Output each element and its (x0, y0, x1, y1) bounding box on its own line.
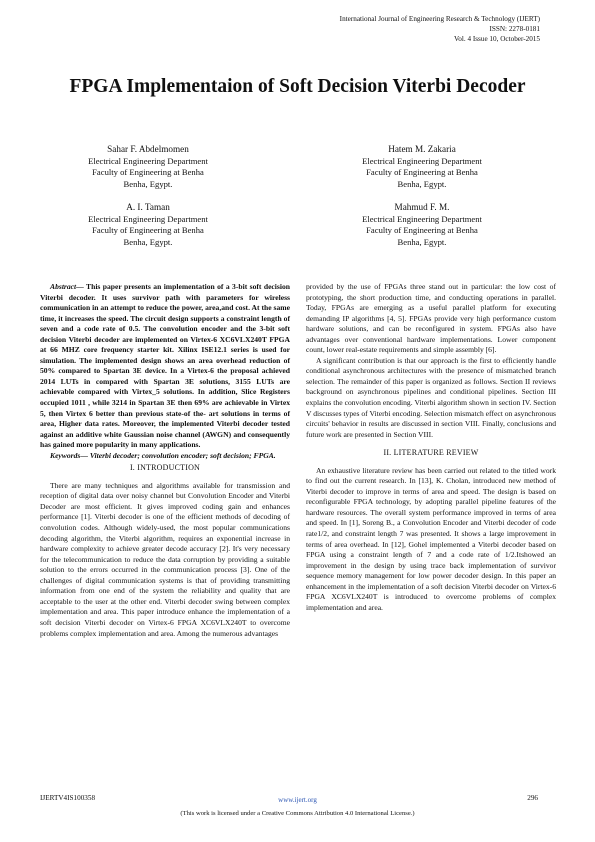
volume-issue: Vol. 4 Issue 10, October-2015 (454, 35, 540, 43)
section-heading-introduction: I. INTRODUCTION (129, 463, 201, 473)
body-paragraph: A significant contribution is that our approach is the first to efficiently handle conditional asynchronous architectures with the presence of mismatched branch selection. The remainder of this paper is organized as follows. Section II reviews background on asynchronous pipelines and conditional pipelines. Section III explains the convolution encoding. Viterbi algorithm shown in section IV. Section V discusses types of Viterbi encoding. Selection mismatch effect on asynchronous circuits' behavior in results are discussed in section VIII. Finally, conclusions and future work are presented in Section VIII. (306, 355, 556, 439)
introduction-paragraph: There are many techniques and algorithms available for transmission and reception of digital data over noisy channel but Convolution Encoder and Viterbi Decoder are most efficient. It gives improved coding gain and enhances performance [1]. Viterbi decoder is one of the efficient methods of decoding of convolution codes. Although widely-used, the most popular communications decoding algorithm, the Viterbi algorithm, requires an exponential increase in hardware complexity to achieve greater decode accuracy [2]. It's very necessary for the telecommunication to reduce the data corruption by providing a suitable solution to the errors occurred in the communication process [3]. One of the challenges of digital communication systems is that of providing transmitting information from one end of the system the reliability and quality that are acceptable to the user at the other end. Viterbi decoder swing between complex implementation and area. This paper introduce enhance the implementation of a soft decision Viterbi decoder on Virtex-6 FPGA XC6VLX240T to overcome problems complex implementation and area. Among the numerous advantages (40, 480, 290, 638)
journal-url-link[interactable]: www.ijert.org (278, 796, 317, 804)
license-notice: (This work is licensed under a Creative Commons Attribution 4.0 International License.) (180, 810, 415, 817)
author-name: A. I. Taman (126, 202, 170, 212)
page-number: 296 (527, 794, 538, 802)
author-name: Mahmud F. M. (394, 202, 450, 212)
literature-paragraph: An exhaustive literature review has been carried out related to the titled work to find out the current research. In [13], K. Cholan, introduced new method of Viterbi decoder to improve in terms of area and speed. The design is based on reconfigurable FPGA technology, by adopting parallel pipeline features of the hardware resources. The overall system performance improved in terms of area and speed. In [1], Soreng B., a Convolution Encoder and Viterbi decoder of code rate1/2, and constraint length 7 was presented. It shows a large improvement in terms of area overhead. In [12], Gohel implemented a Viterbi decoder based on FPGA using a constraint length of 7 and a code rate of 1/2.Itshowed an improvement in the design by using trace back implementation of survivor sequence memory management for low power decoder design. In this paper an enhancement in the implementation of a soft decision Viterbi decoder on Virtex-6 FPGA XC6VLX240T is introduced to overcome problems of complex implementation and area. (306, 465, 556, 612)
author-block-3 (48, 202, 248, 248)
author-name: Hatem M. Zakaria (388, 144, 456, 154)
author-city: Benha, Egypt. (123, 178, 173, 189)
author-dept: Electrical Engineering Department (88, 156, 208, 167)
keywords: Keywords— Viterbi decoder; convolution encoder; soft decision; FPGA. (50, 450, 276, 460)
journal-header (340, 14, 540, 44)
abstract-lead: Abstract (50, 282, 77, 291)
abstract (40, 282, 290, 451)
author-dept: Electrical Engineering Department (88, 214, 208, 225)
author-dept: Electrical Engineering Department (362, 156, 482, 167)
right-column (306, 282, 556, 613)
author-faculty: Faculty of Engineering at Benha (92, 225, 204, 236)
author-block-4 (322, 202, 522, 248)
author-block-1 (48, 144, 248, 190)
author-faculty: Faculty of Engineering at Benha (366, 225, 478, 236)
author-dept: Electrical Engineering Department (362, 214, 482, 225)
author-city: Benha, Egypt. (397, 236, 447, 247)
body-paragraph: provided by the use of FPGAs three stand out in particular: the low cost of prototyping, the short production time, and conducting operations in parallel. Today, FPGAs are emerging as a useful parallel platform for executing demanding IP algorithms [4, 5]. FPGAs provide very high performance custom hardware solutions, and can be reconfigured in system. FPGAs also have advantages over conventional hardware implementations. Lower component count, lower real-estate requirements and simple assembly [6]. (306, 282, 556, 355)
section-heading-literature-review: II. LITERATURE REVIEW (383, 448, 479, 458)
author-block-2 (322, 144, 522, 190)
abstract-text: — This paper presents an implementation of a 3-bit soft decision Viterbi decoder. It uses survivor path with parameters for wireless communication in an attempt to reduce the power, area,and cost. At the same time, it increases the speed. The circuit design supports a constraint length of seven and a code rate of 0.5. The convolution encoder and the 3-bit soft decision Viterbi decoder are implemented on Virtex-6 XC6VLX240T FPGA at 66 MHZ core frequency starter kit. Xilinx ISE12.1 series is used for simulation. The implemented design shows an area overhead reduction of 50% compared to Spartan 3E device. In a Virtex-6 the proposal achieved 2014 LUTs in compared with Spartan 3E solutions, 3155 LUTs are achievable compared with Virtex_5 solutions. In addition, Slice Registers occupied 1011 , while 3214 in Spartan 3E then 69% are achievable in Virtex 5, then Virtex 6 better than previous state-of the- art solutions in terms of area, Higher data rates. Moreover, the implemented Viterbi decoder tested against an additive white Gaussian noise channel (AWGN) and consequently has gained more popularity in many applications. (40, 282, 290, 450)
journal-name: International Journal of Engineering Research & Technology (IJERT) (339, 15, 540, 23)
paper-id: IJERTV4IS100358 (40, 794, 96, 802)
author-faculty: Faculty of Engineering at Benha (366, 167, 478, 178)
author-city: Benha, Egypt. (123, 236, 173, 247)
author-city: Benha, Egypt. (397, 178, 447, 189)
issn: ISSN: 2278-0181 (489, 25, 540, 33)
author-faculty: Faculty of Engineering at Benha (92, 167, 204, 178)
left-column (40, 282, 290, 639)
paper-title: FPGA Implementaion of Soft Decision Viterbi Decoder (69, 76, 526, 97)
author-name: Sahar F. Abdelmomen (107, 144, 189, 154)
